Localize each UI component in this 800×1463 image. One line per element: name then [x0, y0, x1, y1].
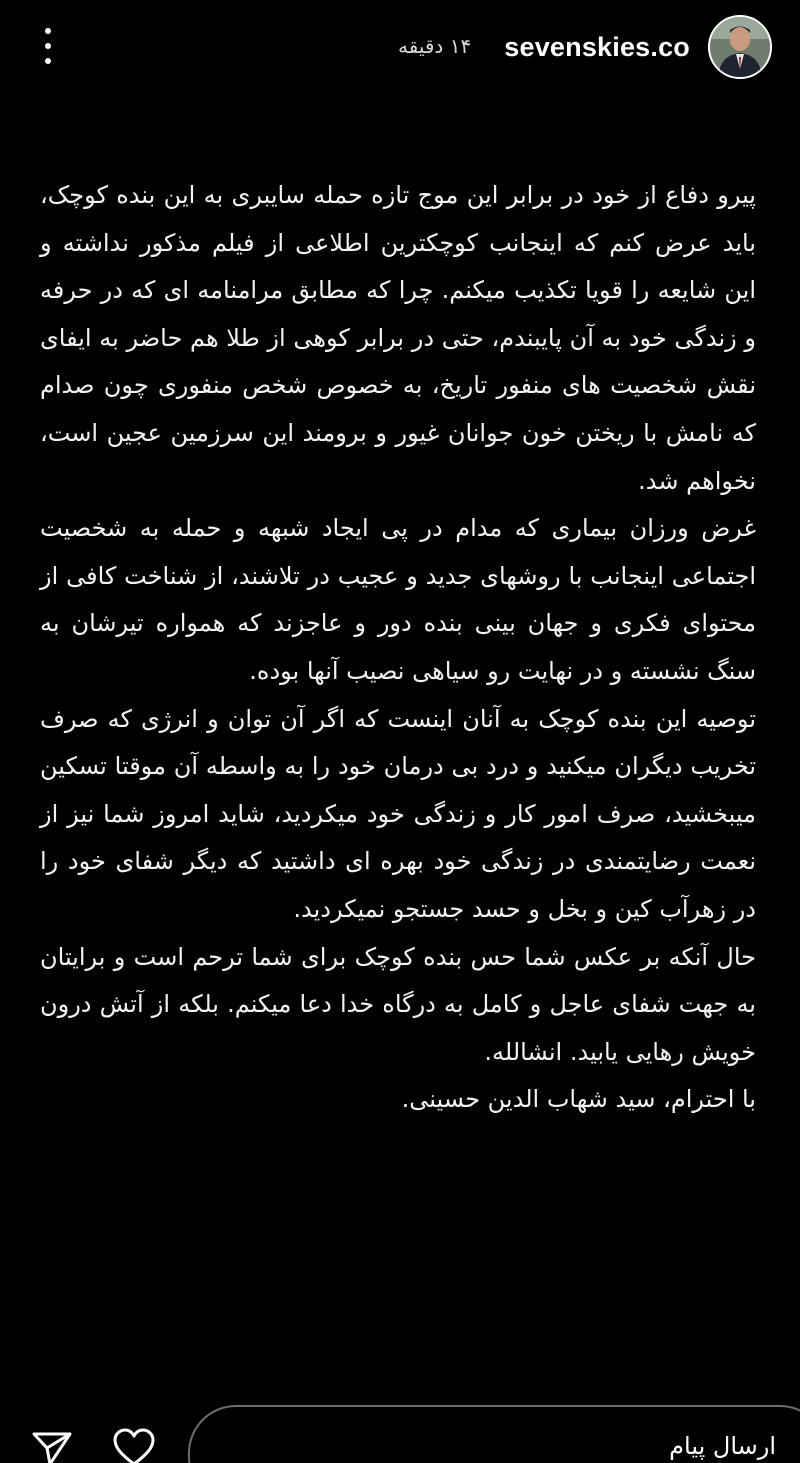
avatar[interactable] — [708, 15, 772, 79]
signature: با احترام، سید شهاب الدین حسینی. — [401, 1085, 756, 1114]
more-dot-icon — [45, 28, 51, 34]
reply-input[interactable] — [188, 1405, 800, 1463]
reply-placeholder: ارسال پیام — [669, 1432, 776, 1460]
avatar-image — [710, 17, 770, 77]
more-dot-icon — [45, 58, 51, 64]
post-time: ۱۴ دقیقه — [398, 34, 472, 58]
paragraph: حال آنکه بر عکس شما حس بنده کوچک برای شما ترحم است و برایتان به جهت شفای عاجل و کامل به درگاه خدا دعا میکنم. بلکه از آتش درون خویش رهایی یابید. انشالله. — [40, 942, 756, 1066]
paragraph: توصیه این بنده کوچک به آنان اینست که اگر آن توان و انرژی که صرف تخریب دیگران میکنید و درد بی درمان خود را به واسطه آن موقتا تسکین میبخشید، صرف امور کار و زندگی خود میکردید، شاید امروز شما نیز از نعمت رضایتمندی در زندگی خود بهره ای داشتید که دیگر شفای خود را در زهرآب کین و بخل و حسد جستجو نمیکردید. — [40, 704, 756, 923]
more-options-button[interactable] — [36, 26, 60, 66]
more-dot-icon — [45, 43, 51, 49]
username[interactable]: sevenskies.co — [504, 32, 690, 62]
story-header — [0, 0, 800, 100]
story-text — [40, 172, 756, 1124]
paragraph: پیرو دفاع از خود در برابر این موج تازه حمله سایبری به این بنده کوچک، باید عرض کنم که اینجانب کوچکترین اطلاعی از فیلم مذکور نداشته و این شایعه را قویا تکذیب میکنم. چرا که مطابق مرامنامه ای که در حرفه و زندگی خود به آن پایبندم، حتی در برابر کوهی از طلا هم حاضر به ایفای نقش شخصیت های منفور تاریخ، به خصوص شخص منفوری چون صدام که نامش با ریختن خون جوانان غیور و برومند این سرزمین عجین است، نخواهم شد. — [40, 181, 756, 495]
paragraph: غرض ورزان بیماری که مدام در پی ایجاد شبهه و حمله به شخصیت اجتماعی اینجانب با روشهای جدید و عجیب در تلاشند، از شناخت کافی از محتوای فکری و جهان بینی بنده دور و عاجزند که همواره تیرشان به سنگ نشسته و در نهایت رو سیاهی نصیب آنها بوده. — [40, 514, 756, 685]
send-icon[interactable] — [30, 1428, 74, 1463]
heart-icon[interactable] — [112, 1428, 156, 1463]
